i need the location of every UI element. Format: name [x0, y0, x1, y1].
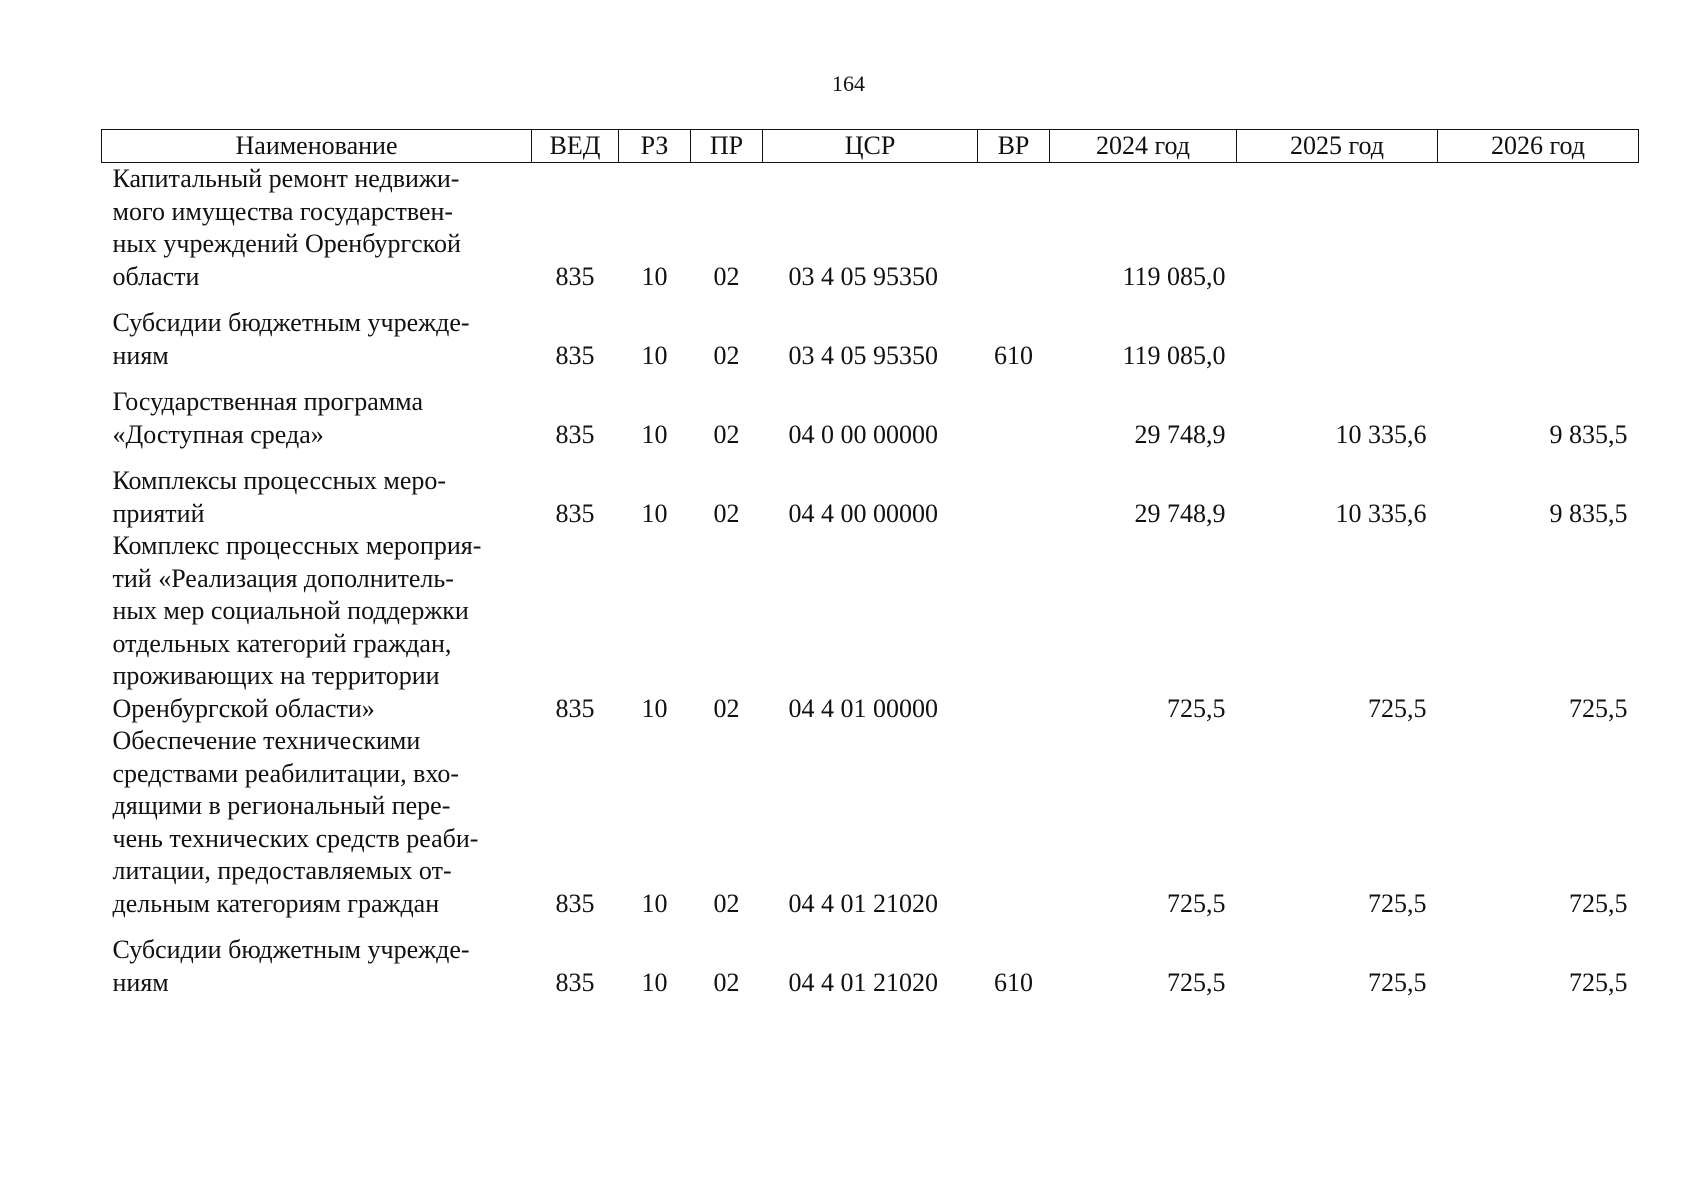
row-name-line: дящими в региональный пере- — [112, 791, 451, 820]
header-name: Наименование — [102, 130, 532, 163]
row-csr: 04 4 01 00000 — [788, 693, 938, 723]
row-name-line: Капитальный ремонт недвижи- — [112, 164, 460, 193]
row-name-line: Обеспечение техническими — [112, 726, 421, 755]
row-amount-2025 — [1237, 293, 1438, 372]
row-vr: 610 — [994, 340, 1033, 370]
row-amount-2024: 725,5 — [1167, 693, 1226, 723]
row-name-line: чень технических средств реаби- — [112, 823, 479, 853]
row-name — [102, 163, 532, 294]
page-number: 164 — [832, 71, 865, 96]
row-pr: 02 — [713, 967, 740, 997]
table-row — [102, 725, 1639, 920]
row-ved: 835 — [555, 340, 595, 370]
table-row — [102, 372, 1639, 451]
row-amount-2026: 725,5 — [1569, 967, 1628, 997]
row-amount-2024: 29 748,9 — [1134, 498, 1226, 528]
row-pr: 02 — [713, 888, 740, 918]
row-amount-2025 — [1237, 163, 1438, 294]
row-name — [102, 372, 532, 451]
row-rz: 10 — [641, 967, 668, 997]
row-amount-2026: 725,5 — [1569, 693, 1628, 723]
row-name-line: ных учреждений Оренбургской — [112, 229, 461, 258]
row-name — [102, 725, 532, 920]
header-rz: РЗ — [619, 130, 691, 163]
row-pr: 02 — [713, 693, 740, 723]
row-rz: 10 — [641, 419, 668, 449]
header-vr: ВР — [978, 130, 1050, 163]
row-vr — [978, 451, 1050, 530]
table-row — [102, 293, 1639, 372]
header-pr: ПР — [691, 130, 763, 163]
row-amount-2025: 10 335,6 — [1335, 498, 1427, 528]
header-2026: 2026 год — [1438, 130, 1639, 163]
row-name-line: Государственная программа — [112, 387, 424, 416]
row-rz: 10 — [641, 693, 668, 723]
row-pr: 02 — [713, 419, 740, 449]
row-amount-2026: 9 835,5 — [1549, 498, 1628, 528]
row-csr: 04 4 00 00000 — [788, 498, 938, 528]
row-name-line: области — [112, 261, 200, 291]
row-name-line: отдельных категорий граждан, — [112, 628, 452, 658]
row-ved: 835 — [555, 967, 595, 997]
row-vr — [978, 372, 1050, 451]
row-csr: 03 4 05 95350 — [788, 340, 938, 370]
row-name-line: мого имущества государствен- — [112, 196, 454, 226]
header-2025: 2025 год — [1237, 130, 1438, 163]
table-row — [102, 920, 1639, 999]
row-name-line: литации, предоставляемых от- — [112, 856, 452, 885]
row-name-line: Комплекс процессных мероприя- — [112, 531, 482, 560]
row-amount-2026: 725,5 — [1569, 888, 1628, 918]
row-name-line: проживающих на территории — [112, 661, 440, 690]
row-pr: 02 — [713, 340, 740, 370]
row-vr: 610 — [994, 967, 1033, 997]
row-ved: 835 — [555, 419, 595, 449]
row-amount-2024: 119 085,0 — [1122, 261, 1226, 291]
row-rz: 10 — [641, 888, 668, 918]
row-ved: 835 — [555, 498, 595, 528]
row-name — [102, 920, 532, 999]
header-2024: 2024 год — [1050, 130, 1237, 163]
row-csr: 03 4 05 95350 — [788, 261, 938, 291]
row-amount-2026 — [1438, 293, 1639, 372]
row-ved: 835 — [555, 693, 595, 723]
row-name-line: дельным категориям граждан — [112, 888, 440, 918]
header-ved: ВЕД — [532, 130, 619, 163]
row-vr — [978, 163, 1050, 294]
row-name — [102, 530, 532, 725]
row-ved: 835 — [555, 888, 595, 918]
row-name-line: ниям — [112, 967, 169, 997]
row-name — [102, 293, 532, 372]
row-amount-2025: 725,5 — [1368, 693, 1427, 723]
row-name-line: Комплексы процессных меро- — [112, 466, 447, 495]
budget-table — [101, 129, 1639, 999]
table-row — [102, 451, 1639, 530]
row-vr — [978, 530, 1050, 725]
table-row — [102, 163, 1639, 294]
row-csr: 04 4 01 21020 — [788, 888, 938, 918]
row-ved: 835 — [555, 261, 595, 291]
row-vr — [978, 725, 1050, 920]
row-pr: 02 — [713, 261, 740, 291]
row-amount-2026 — [1438, 163, 1639, 294]
row-name-line: Субсидии бюджетным учрежде- — [112, 935, 470, 964]
row-amount-2024: 29 748,9 — [1134, 419, 1226, 449]
row-name-line: ных мер социальной поддержки — [112, 596, 469, 625]
row-name-line: приятий — [112, 498, 205, 528]
row-amount-2024: 725,5 — [1167, 967, 1226, 997]
table-header-row — [102, 130, 1639, 163]
table-body — [102, 163, 1639, 1000]
row-rz: 10 — [641, 498, 668, 528]
row-amount-2025: 10 335,6 — [1335, 419, 1427, 449]
row-amount-2025: 725,5 — [1368, 967, 1427, 997]
row-rz: 10 — [641, 340, 668, 370]
row-csr: 04 4 01 21020 — [788, 967, 938, 997]
row-name-line: «Доступная среда» — [112, 419, 324, 449]
row-name-line: тий «Реализация дополнитель- — [112, 563, 454, 593]
header-csr: ЦСР — [763, 130, 978, 163]
row-csr: 04 0 00 00000 — [788, 419, 938, 449]
row-name-line: ниям — [112, 340, 169, 370]
row-amount-2025: 725,5 — [1368, 888, 1427, 918]
row-amount-2026: 9 835,5 — [1549, 419, 1628, 449]
table-row — [102, 530, 1639, 725]
row-name-line: средствами реабилитации, вхо- — [112, 758, 460, 788]
row-name-line: Субсидии бюджетным учрежде- — [112, 308, 470, 337]
row-name — [102, 451, 532, 530]
row-amount-2024: 119 085,0 — [1122, 340, 1226, 370]
row-amount-2024: 725,5 — [1167, 888, 1226, 918]
row-rz: 10 — [641, 261, 668, 291]
row-name-line: Оренбургской области» — [112, 693, 375, 723]
row-pr: 02 — [713, 498, 740, 528]
